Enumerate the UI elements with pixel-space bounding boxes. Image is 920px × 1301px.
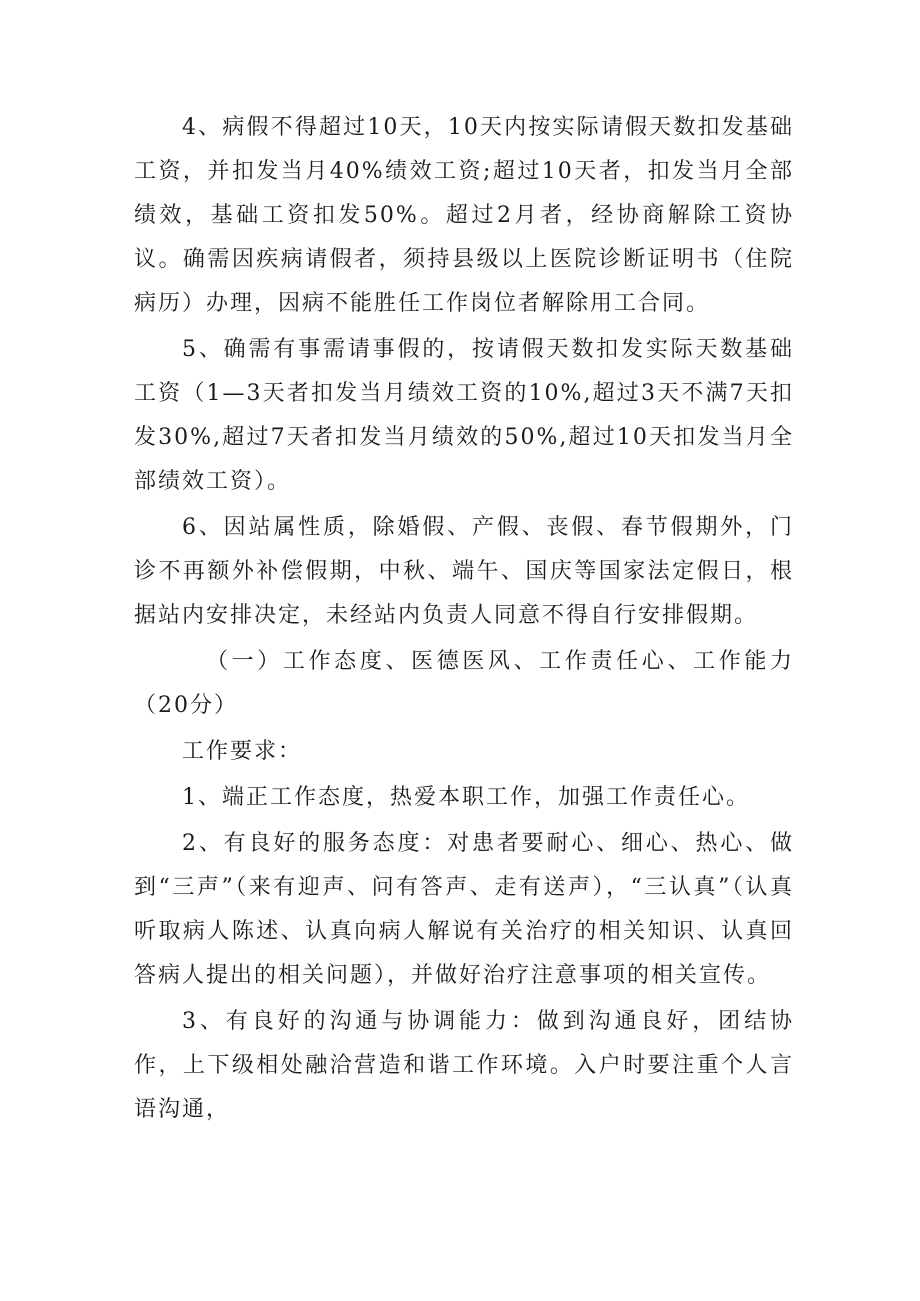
paragraph-requirement-3: 3、有良好的沟通与协调能力：做到沟通良好，团结协作，上下级相处融洽营造和谐工作环境。入户时要注重个人言语沟通， — [134, 1009, 794, 1122]
paragraph-holidays: 6、因站属性质，除婚假、产假、丧假、春节假期外，门诊不再额外补偿假期，中秋、端午、国庆等国家法定假日，根据站内安排决定，未经站内负责人同意不得自行安排假期。 — [134, 515, 794, 628]
document-body — [134, 106, 794, 1134]
paragraph-requirement-1: 1、端正工作态度，热爱本职工作，加强工作责任心。 — [182, 785, 750, 810]
section-heading-work-attitude: （一）工作态度、医德医风、工作责任心、工作能力（20分） — [134, 649, 794, 718]
paragraph-personal-leave: 5、确需有事需请事假的，按请假天数扣发实际天数基础工资（1—3天者扣发当月绩效工资的10%,超过3天不满7天扣发30%,超过7天者扣发当月绩效的50%,超过10天扣发当月全部绩效工资）。 — [134, 337, 794, 494]
paragraph-sick-leave: 4、病假不得超过10天，10天内按实际请假天数扣发基础工资，并扣发当月40%绩效工资;超过10天者，扣发当月全部绩效，基础工资扣发50%。超过2月者，经协商解除工资协议。确需因疾病请假者，须持县级以上医院诊断证明书（住院病历）办理，因病不能胜任工作岗位者解除用工合同。 — [134, 115, 794, 316]
paragraph-requirement-2: 2、有良好的服务态度：对患者要耐心、细心、热心、做到“三声”（来有迎声、问有答声、走有送声），“三认真”（认真听取病人陈述、认真向病人解说有关治疗的相关知识、认真回答病人提出的相关问题），并做好治疗注意事项的相关宣传。 — [134, 831, 794, 988]
work-requirements-label: 工作要求： — [182, 739, 303, 764]
